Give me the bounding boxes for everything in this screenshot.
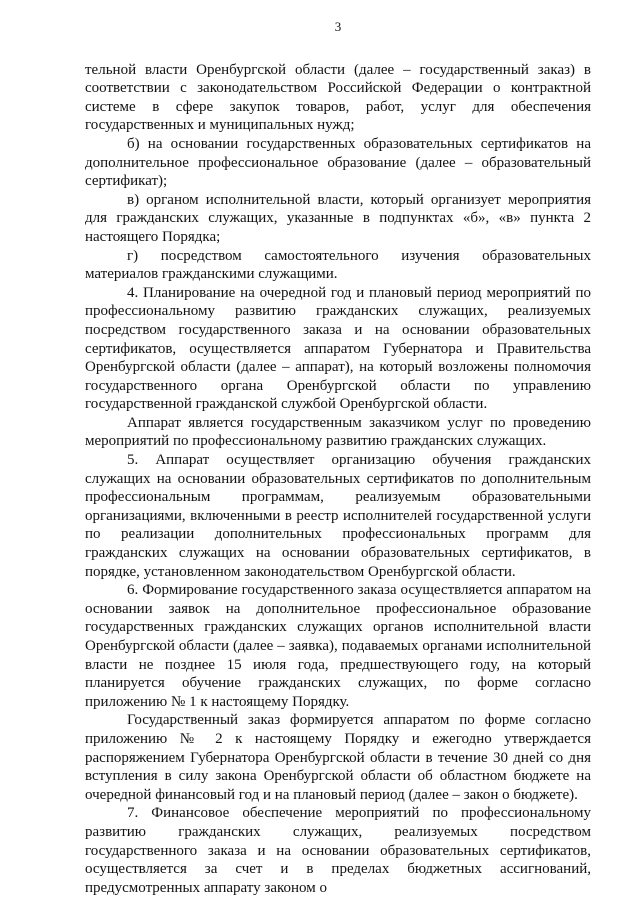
paragraph: 5. Аппарат осуществляет организацию обучения гражданских служащих на основании образовательных сертификатов по дополнительным профессиональным программам, реализуемым образовательными организациями, включенными в реестр исполнителей государственной услуги по реализации дополнительных профессиональных программ для гражданских служащих на основании образовательных сертификатов, в порядке, установленном законодательством Оренбургской области. <box>85 452 591 580</box>
paragraph: б) на основании государственных образовательных сертификатов на дополнительное профессиональное образование (далее – образовательный сертификат); <box>85 135 591 190</box>
paragraph: 6. Формирование государственного заказа осуществляется аппаратом на основании заявок на дополнительное профессиональное образование государственных гражданских служащих органов исполнительной власти Оренбургской области (далее – заявка), подаваемых органами исполнительной власти не позднее 15 июля года, предшествующего году, на который планируется обучение гражданских служащих, по форме согласно приложению № 1 к настоящему Порядку. <box>85 582 591 710</box>
paragraph: в) органом исполнительной власти, который организует мероприятия для гражданских служащих, указанные в подпунктах «б», «в» пункта 2 настоящего Порядка; <box>85 191 591 245</box>
paragraph: г) посредством самостоятельного изучения образовательных материалов гражданскими служащими. <box>85 247 591 283</box>
paragraph: Государственный заказ формируется аппаратом по форме согласно приложению № 2 к настоящему Порядку и ежегодно утверждается распоряжением Губернатора Оренбургской области в течение 30 дней со дня вступления в силу закона Оренбургской области об областном бюджете на очередной финансовый год и на плановый период (далее – закон о бюджете). <box>85 712 591 803</box>
document-body <box>85 61 591 898</box>
paragraph: 7. Финансовое обеспечение мероприятий по профессиональному развитию гражданских служащих, реализуемых посредством государственного заказа и на основании образовательных сертификатов, осуществляется за счет и в пределах бюджетных ассигнований, предусмотренных аппарату законом о <box>85 805 591 896</box>
document-page <box>85 18 591 897</box>
paragraph: Аппарат является государственным заказчиком услуг по проведению мероприятий по профессиональному развитию гражданских служащих. <box>85 414 591 450</box>
paragraph: тельной власти Оренбургской области (далее – государственный заказ) в соответствии с законодательством Российской Федерации о контрактной системе в сфере закупок товаров, работ, услуг для обеспечения государственных и муниципальных нужд; <box>85 61 591 134</box>
page-number: 3 <box>334 19 342 34</box>
paragraph: 4. Планирование на очередной год и плановый период мероприятий по профессиональному развитию гражданских служащих, реализуемых посредством государственного заказа и на основании образовательных сертификатов, осуществляется аппаратом Губернатора и Правительства Оренбургской области (далее – аппарат), на который возложены полномочия государственного органа Оренбургской области по управлению государственной гражданской службой Оренбургской области. <box>85 284 591 413</box>
